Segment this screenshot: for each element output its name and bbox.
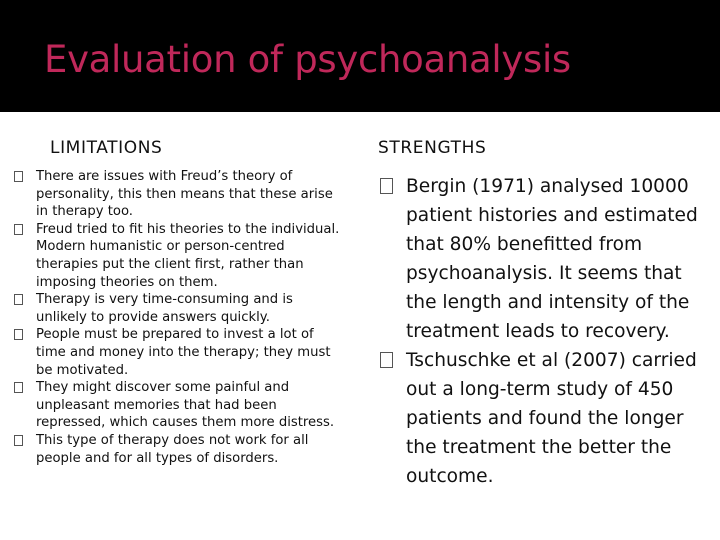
bullet-icon [14,382,23,393]
bullet-icon [14,435,23,446]
bullet-icon [14,329,23,340]
bullet-icon [14,171,23,182]
slide-title: Evaluation of psychoanalysis [44,38,571,81]
list-item [14,326,346,379]
limitation-text: Therapy is very time-consuming and is unlikely to provide answers quickly. [36,292,293,325]
limitations-list [14,168,346,467]
limitation-text: This type of therapy does not work for all people and for all types of disorders. [36,432,309,466]
limitations-heading: LIMITATIONS [50,138,163,158]
limitation-text: They might discover some painful and unpleasant memories that had been repressed, which causes them more distress. [36,380,335,431]
bullet-icon [14,224,23,235]
strengths-heading: STRENGTHS [378,138,487,158]
list-item [14,168,346,221]
bullet-icon [380,178,393,194]
list-item [380,172,718,346]
bullet-icon [14,294,23,305]
strength-text: Tschuschke et al (2007) carried out a long-term study of 450 patients and found the longer the treatment the better the outcome. [406,350,697,487]
limitation-text: There are issues with Freud’s theory of personality, this then means that these arise in therapy too. [36,169,333,220]
limitation-text: People must be prepared to invest a lot of time and money into the therapy; they must be motivated. [36,327,331,378]
list-item [14,379,346,432]
list-item [14,432,346,467]
limitation-text: Freud tried to fit his theories to the individual. Modern humanistic or person-centred therapies put the client first, rather than imposing theories on them. [36,221,340,290]
strength-text: Bergin (1971) analysed 10000 patient histories and estimated that 80% benefitted from psychoanalysis. It seems that the length and intensity of the treatment leads to recovery. [406,176,698,342]
bullet-icon [380,352,393,368]
title-bar [0,0,720,112]
list-item [14,221,346,291]
list-item [380,346,718,491]
list-item [14,291,346,326]
strengths-list [380,172,718,491]
